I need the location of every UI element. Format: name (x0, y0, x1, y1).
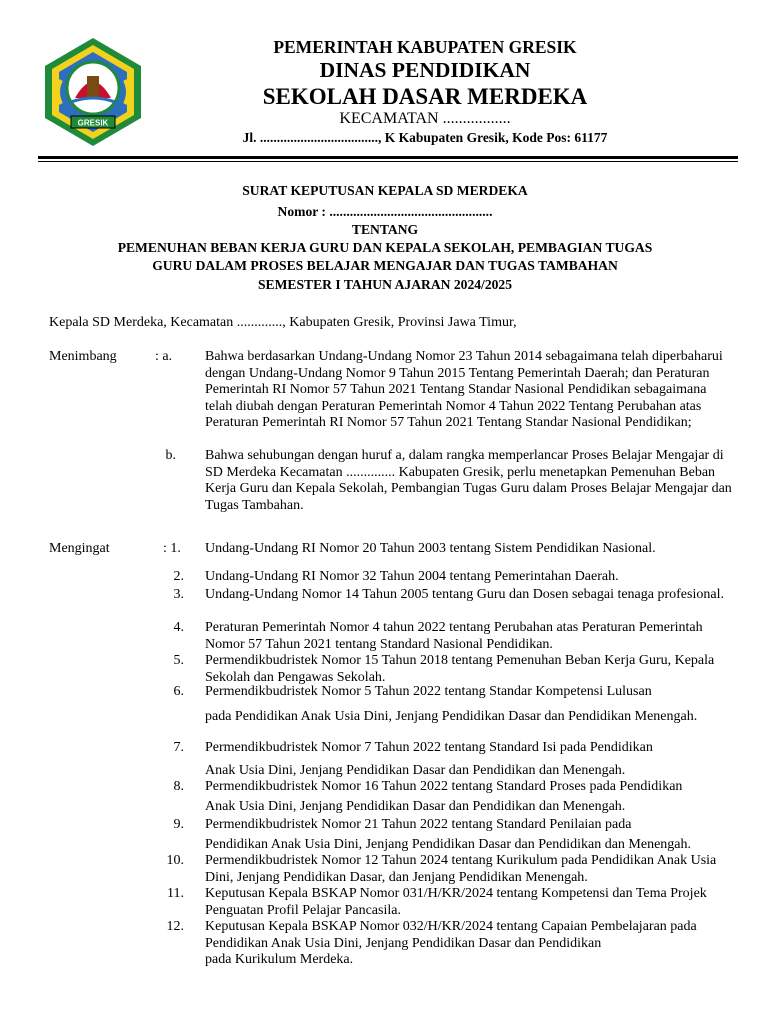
mengingat-item-number: 12. (166, 919, 184, 934)
logo-text: GRESIK (77, 118, 109, 128)
mengingat-item-number: 2. (173, 569, 184, 584)
menimbang-item-a: Bahwa berdasarkan Undang-Undang Nomor 23 Tahun 2014 sebagaimana telah diperbaharui dengan Undang-Undang Nomor 9 Tahun 2015 Tentang Pemerintah Daerah; dan Peraturan Pemerintah RI Nomor 57 Tahun 2021 Tentang Standar Nasional Pendidikan sebagaimana telah diubah dengan Peraturan Pemerintah Nomor 4 Tahun 2022 Tentang Perubahan atas Peraturan Pemerintah RI Nomor 57 Tahun 2021 Tentang Standar Nasional Pendidikan; (205, 349, 723, 431)
mengingat-item-number: 7. (173, 740, 184, 755)
header-rule-thick (38, 156, 738, 159)
header-school: SEKOLAH DASAR MERDEKA (262, 84, 588, 109)
subject-line-1: PEMENUHAN BEBAN KERJA GURU DAN KEPALA SEKOLAH, PEMBAGIAN TUGAS (117, 240, 653, 255)
mengingat-item-number: 6. (173, 684, 184, 699)
header-agency: DINAS PENDIDIKAN (319, 58, 531, 82)
mengingat-item: Permendikbudristek Nomor 7 Tahun 2022 tentang Standard Isi pada Pendidikan (205, 740, 653, 755)
mengingat-item-continuation: pada Pendidikan Anak Usia Dini, Jenjang Pendidikan Dasar dan Pendidikan Menengah. (205, 709, 698, 724)
semester-line: SEMESTER I TAHUN AJARAN 2024/2025 (257, 277, 513, 292)
mengingat-item: Permendikbudristek Nomor 15 Tahun 2018 tentang Pemenuhan Beban Kerja Guru, Kepala Sekolah dan Pengawas Sekolah. (205, 653, 715, 685)
header-district: KECAMATAN ................. (339, 110, 511, 127)
intro-text: Kepala SD Merdeka, Kecamatan ............., Kabupaten Gresik, Provinsi Jawa Timur, (49, 315, 517, 330)
subject-line-2: GURU DALAM PROSES BELAJAR MENGAJAR DAN TUGAS TAMBAHAN (152, 258, 618, 273)
mengingat-item-number: 11. (167, 886, 184, 901)
mengingat-item-number: 10. (166, 853, 184, 868)
mengingat-item-continuation: Pendidikan Anak Usia Dini, Jenjang Pendidikan Dasar dan Pendidikan dan Menengah. (205, 837, 692, 852)
mengingat-item-number: 5. (173, 653, 184, 668)
menimbang-label: Menimbang (49, 349, 117, 364)
mengingat-item-number: 3. (173, 587, 184, 602)
menimbang-item-a-number: : a. (155, 349, 173, 364)
mengingat-item-continuation: Anak Usia Dini, Jenjang Pendidikan Dasar dan Pendidikan dan Menengah. (205, 763, 626, 778)
tentang-label: TENTANG (351, 222, 419, 237)
mengingat-item: Undang-Undang RI Nomor 20 Tahun 2003 tentang Sistem Pendidikan Nasional. (205, 541, 656, 556)
document-title: SURAT KEPUTUSAN KEPALA SD MERDEKA (242, 183, 528, 198)
mengingat-item: Permendikbudristek Nomor 5 Tahun 2022 tentang Standar Kompetensi Lulusan (205, 684, 652, 699)
mengingat-item-number: : 1. (163, 541, 181, 556)
mengingat-item: Peraturan Pemerintah Nomor 4 tahun 2022 tentang Perubahan atas Peraturan Pemerintah Nomor 57 Tahun 2021 tentang Standard Nasional Pendidikan. (205, 620, 703, 652)
mengingat-item: Permendikbudristek Nomor 21 Tahun 2022 tentang Standard Penilaian pada (205, 817, 632, 832)
header-government: PEMERINTAH KABUPATEN GRESIK (273, 37, 577, 57)
menimbang-item-b-number: b. (165, 448, 176, 463)
header-address: Jl. ..................................., K Kabupaten Gresik, Kode Pos: 61177 (242, 130, 608, 145)
mengingat-item-number: 8. (173, 779, 184, 794)
mengingat-item-number: 9. (173, 817, 184, 832)
mengingat-item-continuation: Anak Usia Dini, Jenjang Pendidikan Dasar dan Pendidikan dan Menengah. (205, 799, 626, 814)
gresik-logo (37, 36, 149, 148)
mengingat-item-continuation: pada Kurikulum Merdeka. (205, 952, 354, 967)
menimbang-item-b: Bahwa sehubungan dengan huruf a, dalam rangka memperlancar Proses Belajar Mengajar di SD Merdeka Kecamatan .............. Kabupaten Gresik, perlu menetapkan Pemenuhan Beban Kerja Guru dan Kepala Sekolah, Pembangian Tugas Guru dalam Proses Belajar Mengajar dan Tugas Tambahan. (205, 448, 732, 513)
mengingat-item: Keputusan Kepala BSKAP Nomor 031/H/KR/2024 tentang Kompetensi dan Tema Projek Penguatan Profil Pelajar Pancasila. (205, 886, 707, 918)
document-number: Nomor : ................................................ (277, 204, 493, 219)
mengingat-item: Permendikbudristek Nomor 12 Tahun 2024 tentang Kurikulum pada Pendidikan Anak Usia Dini, Jenjang Pendidikan Dasar, dan Jenjang Pendidikan Menengah. (205, 853, 717, 885)
mengingat-item: Permendikbudristek Nomor 16 Tahun 2022 tentang Standard Proses pada Pendidikan (205, 779, 683, 794)
header-rule-thin (38, 161, 738, 162)
mengingat-item: Undang-Undang Nomor 14 Tahun 2005 tentang Guru dan Dosen sebagai tenaga profesional. (205, 587, 724, 602)
mengingat-item: Undang-Undang RI Nomor 32 Tahun 2004 tentang Pemerintahan Daerah. (205, 569, 619, 584)
mengingat-item-number: 4. (173, 620, 184, 635)
mengingat-item: Keputusan Kepala BSKAP Nomor 032/H/KR/2024 tentang Capaian Pembelajaran pada Pendidikan Anak Usia Dini, Jenjang Pendidikan Dasar dan Pendidikan (205, 919, 697, 951)
mengingat-label: Mengingat (49, 541, 110, 556)
